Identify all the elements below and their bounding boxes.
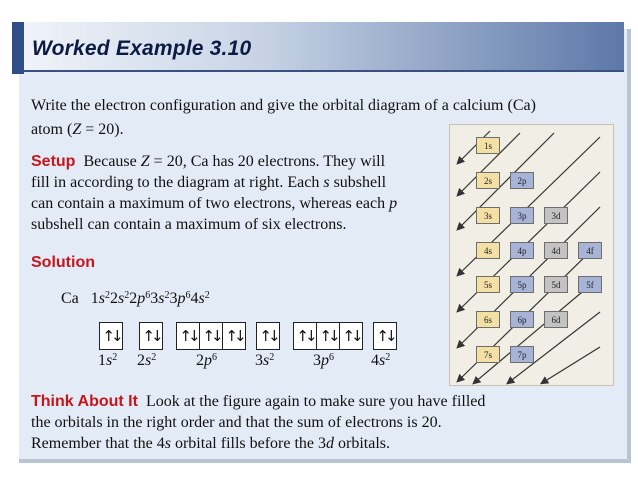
orbital-label: $2s^2$ <box>137 352 157 369</box>
orbital-4d: 4d <box>544 242 568 259</box>
think-line-3: Remember that the 4s orbital fills before the 3d orbitals. <box>31 435 391 452</box>
orbital-box-1s <box>99 322 123 350</box>
orbital-5d: 5d <box>544 276 568 293</box>
intro-line-2: atom (Z = 20). <box>31 121 124 138</box>
electron-pair: ↑↓ <box>179 327 197 345</box>
electron-pair: ↑↓ <box>339 323 362 349</box>
orbital-3s: 3s <box>476 207 500 224</box>
orbital-5p: 5p <box>510 276 534 293</box>
orbital-4s: 4s <box>476 242 500 259</box>
config-term: $3s^2$ <box>150 290 170 307</box>
setup-line-3: can contain a maximum of two electrons, whereas each p <box>31 195 398 212</box>
config-term: $2p^6$ <box>129 290 151 307</box>
electron-pair: ↑↓ <box>199 323 222 349</box>
orbital-label: $1s^2$ <box>98 352 118 369</box>
orbital-6p: 6p <box>510 311 534 328</box>
orbital-1s: 1s <box>476 137 500 154</box>
orbital-box-2p <box>176 322 246 350</box>
orbital-box-3s <box>256 322 280 350</box>
config-term: $1s^2$ <box>90 290 111 307</box>
electron-pair: ↑↓ <box>316 323 339 349</box>
orbital-2s: 2s <box>476 172 500 189</box>
orbital-5f: 5f <box>578 276 602 293</box>
intro-line-1: Write the electron configuration and give the orbital diagram of a calcium (Ca) <box>31 97 536 114</box>
electron-pair: ↑↓ <box>222 323 245 349</box>
title-accent <box>12 22 24 74</box>
think-label: Think About It <box>31 393 138 410</box>
setup-line-2: fill in according to the diagram at right. Each s subshell <box>31 174 387 191</box>
setup-line-1: Setup Because Z = 20, Ca has 20 electrons. They will <box>31 153 386 170</box>
orbital-label: $2p^6$ <box>196 352 217 369</box>
orbital-7p: 7p <box>510 346 534 363</box>
orbital-7s: 7s <box>476 346 500 363</box>
orbital-label: $4s^2$ <box>371 352 391 369</box>
slide-title: Worked Example 3.10 <box>32 37 252 60</box>
setup-label: Setup <box>31 153 76 170</box>
orbital-4p: 4p <box>510 242 534 259</box>
element-symbol: Ca <box>61 290 79 307</box>
orbital-label: $3p^6$ <box>313 352 334 369</box>
orbital-5s: 5s <box>476 276 500 293</box>
orbital-box-4s <box>373 322 397 350</box>
configuration-terms <box>91 290 210 307</box>
orbital-box-3p <box>293 322 363 350</box>
orbital-2p: 2p <box>510 172 534 189</box>
orbital-box-2s <box>139 322 163 350</box>
filling-arrow <box>542 347 600 383</box>
electron-pair: ↑↓ <box>376 327 394 345</box>
solution-heading: Solution <box>31 254 95 271</box>
orbital-6s: 6s <box>476 311 500 328</box>
config-term: $3p^6$ <box>169 290 191 307</box>
electron-pair: ↑↓ <box>102 327 120 345</box>
think-line-1: Think About It Look at the figure again to make sure you have filled <box>31 393 486 410</box>
aufbau-filling-diagram <box>449 124 614 386</box>
electron-pair: ↑↓ <box>296 327 314 345</box>
config-term: $4s^2$ <box>190 290 210 307</box>
electron-configuration <box>61 288 210 309</box>
orbital-4f: 4f <box>578 242 602 259</box>
orbital-3p: 3p <box>510 207 534 224</box>
orbital-label: $3s^2$ <box>255 352 275 369</box>
orbital-6d: 6d <box>544 311 568 328</box>
electron-pair: ↑↓ <box>142 327 160 345</box>
setup-line-4: subshell can contain a maximum of six electrons. <box>31 216 347 233</box>
electron-pair: ↑↓ <box>259 327 277 345</box>
config-term: $2s^2$ <box>110 290 130 307</box>
orbital-3d: 3d <box>544 207 568 224</box>
think-line-2: the orbitals in the right order and that the sum of electrons is 20. <box>31 414 442 431</box>
